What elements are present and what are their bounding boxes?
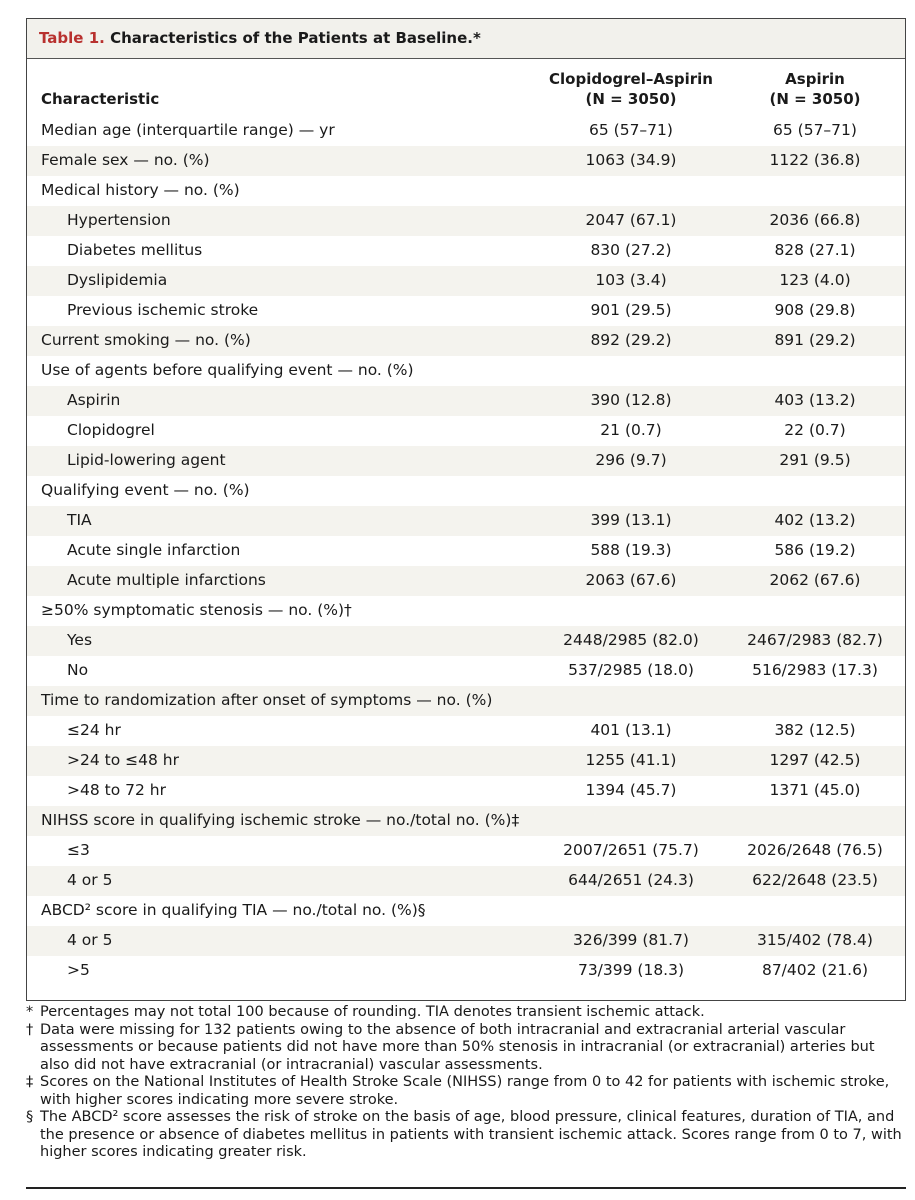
column-header-characteristic: Characteristic [41, 90, 160, 108]
row-label: Use of agents before qualifying event — no. (%) [41, 361, 414, 379]
row-value-aspirin: 382 (12.5) [774, 721, 856, 739]
row-value-clopidogrel-aspirin: 65 (57–71) [589, 121, 673, 139]
row-value-clopidogrel-aspirin: 326/399 (81.7) [573, 931, 689, 949]
table-row [27, 296, 905, 326]
table-row [27, 206, 905, 236]
row-value-aspirin: 87/402 (21.6) [761, 961, 869, 979]
row-value-aspirin: 2026/2648 (76.5) [747, 841, 883, 859]
table-row [27, 236, 905, 266]
row-label: TIA [67, 511, 92, 529]
row-label: Current smoking — no. (%) [41, 331, 251, 349]
table-row [27, 716, 905, 746]
row-value-aspirin: 402 (13.2) [774, 511, 856, 529]
column-header-aspirin-n: (N = 3050) [769, 90, 861, 108]
table-title-text: Characteristics of the Patients at Baseline.* [110, 29, 481, 47]
row-value-aspirin: 622/2648 (23.5) [752, 871, 878, 889]
table-row [27, 956, 905, 986]
row-label: No [67, 661, 89, 679]
row-value-clopidogrel-aspirin: 21 (0.7) [600, 421, 662, 439]
row-value-clopidogrel-aspirin: 390 (12.8) [590, 391, 672, 409]
table-frame [26, 18, 906, 1001]
row-label: Acute multiple infarctions [67, 571, 266, 589]
row-label: ≤3 [67, 841, 90, 859]
footnote [26, 1004, 906, 1022]
footnote-symbol: § [26, 1109, 34, 1125]
table-row [27, 386, 905, 416]
row-label: ABCD² score in qualifying TIA — no./total no. (%)§ [41, 901, 426, 919]
table-footnotes [26, 1004, 906, 1162]
row-label: Dyslipidemia [67, 271, 168, 289]
row-value-clopidogrel-aspirin: 2007/2651 (75.7) [563, 841, 699, 859]
row-value-clopidogrel-aspirin: 901 (29.5) [590, 301, 672, 319]
row-label: Previous ischemic stroke [67, 301, 259, 319]
row-label: Qualifying event — no. (%) [41, 481, 250, 499]
row-value-aspirin: 2467/2983 (82.7) [747, 631, 883, 649]
row-label: Medical history — no. (%) [41, 181, 240, 199]
row-label: >48 to 72 hr [67, 781, 166, 799]
footnote-text: Percentages may not total 100 because of rounding. TIA denotes transient ischemic attack. [40, 1004, 705, 1020]
row-value-aspirin: 1122 (36.8) [769, 151, 861, 169]
row-label: ≤24 hr [67, 721, 121, 739]
table-row-section [27, 896, 905, 926]
row-value-aspirin: 828 (27.1) [774, 241, 856, 259]
row-value-aspirin: 291 (9.5) [779, 451, 851, 469]
table-row-section [27, 356, 905, 386]
row-label: Lipid-lowering agent [67, 451, 226, 469]
row-value-aspirin: 516/2983 (17.3) [752, 661, 878, 679]
row-value-aspirin: 2062 (67.6) [769, 571, 861, 589]
table-row [27, 506, 905, 536]
row-label: Acute single infarction [67, 541, 241, 559]
row-label: 4 or 5 [67, 871, 113, 889]
row-value-clopidogrel-aspirin: 1063 (34.9) [585, 151, 677, 169]
table-row-section [27, 686, 905, 716]
table-row [27, 416, 905, 446]
footnote-symbol: * [26, 1004, 34, 1020]
row-value-aspirin: 586 (19.2) [774, 541, 856, 559]
row-label: Female sex — no. (%) [41, 151, 210, 169]
row-value-clopidogrel-aspirin: 73/399 (18.3) [577, 961, 685, 979]
table-row [27, 626, 905, 656]
table-row [27, 266, 905, 296]
table-row [27, 746, 905, 776]
row-value-aspirin: 65 (57–71) [773, 121, 857, 139]
table-row-section [27, 476, 905, 506]
row-value-aspirin: 1371 (45.0) [769, 781, 861, 799]
table-row [27, 836, 905, 866]
table-label: Table 1. [39, 29, 105, 47]
table-row [27, 656, 905, 686]
row-value-clopidogrel-aspirin: 588 (19.3) [590, 541, 672, 559]
table-row [27, 866, 905, 896]
row-label: Time to randomization after onset of symptoms — no. (%) [41, 691, 493, 709]
row-value-clopidogrel-aspirin: 1255 (41.1) [585, 751, 677, 769]
row-value-clopidogrel-aspirin: 103 (3.4) [595, 271, 667, 289]
row-value-aspirin: 315/402 (78.4) [757, 931, 873, 949]
row-value-aspirin: 123 (4.0) [779, 271, 851, 289]
table-row [27, 116, 905, 146]
table-body [27, 116, 905, 986]
row-label: Yes [67, 631, 93, 649]
row-value-aspirin: 891 (29.2) [774, 331, 856, 349]
row-value-clopidogrel-aspirin: 296 (9.7) [595, 451, 667, 469]
footnote-symbol: ‡ [26, 1074, 34, 1090]
table-row [27, 926, 905, 956]
row-value-clopidogrel-aspirin: 830 (27.2) [590, 241, 672, 259]
row-label: Clopidogrel [67, 421, 155, 439]
row-value-clopidogrel-aspirin: 892 (29.2) [590, 331, 672, 349]
table-title-bar [27, 19, 905, 59]
table-row [27, 536, 905, 566]
row-value-aspirin: 403 (13.2) [774, 391, 856, 409]
row-value-clopidogrel-aspirin: 2063 (67.6) [585, 571, 677, 589]
row-value-aspirin: 908 (29.8) [774, 301, 856, 319]
row-value-aspirin: 2036 (66.8) [769, 211, 861, 229]
row-label: Hypertension [67, 211, 171, 229]
table-title [39, 29, 481, 47]
row-label: Aspirin [67, 391, 121, 409]
row-label: 4 or 5 [67, 931, 113, 949]
column-header-aspirin-name: Aspirin [785, 70, 845, 88]
column-header-aspirin [695, 69, 915, 109]
footnote-symbol: † [26, 1021, 34, 1038]
row-value-aspirin: 22 (0.7) [784, 421, 846, 439]
footnote [26, 1074, 906, 1109]
table-row-section [27, 596, 905, 626]
row-label: >5 [67, 961, 90, 979]
row-value-clopidogrel-aspirin: 644/2651 (24.3) [568, 871, 694, 889]
table-row [27, 326, 905, 356]
footnote-text: Scores on the National Institutes of Health Stroke Scale (NIHSS) range from 0 to 42 for patients with ischemic stroke, with higher scores indicating more severe stroke. [40, 1074, 890, 1108]
row-value-aspirin: 1297 (42.5) [769, 751, 861, 769]
row-value-clopidogrel-aspirin: 2448/2985 (82.0) [563, 631, 699, 649]
table-row [27, 146, 905, 176]
row-label: NIHSS score in qualifying ischemic stroke — no./total no. (%)‡ [41, 811, 520, 829]
row-label: >24 to ≤48 hr [67, 751, 179, 769]
table-row [27, 446, 905, 476]
row-value-clopidogrel-aspirin: 1394 (45.7) [585, 781, 677, 799]
row-label: Diabetes mellitus [67, 241, 203, 259]
footnote-text: The ABCD² score assesses the risk of stroke on the basis of age, blood pressure, clinical features, duration of TIA, and the presence or absence of diabetes mellitus in patients with transient ischemic attack. Scores range from 0 to 7, with higher scores indicating greater risk. [40, 1109, 902, 1160]
row-label: Median age (interquartile range) — yr [41, 121, 335, 139]
row-value-clopidogrel-aspirin: 399 (13.1) [590, 511, 672, 529]
table-row-section [27, 806, 905, 836]
row-label: ≥50% symptomatic stenosis — no. (%)† [41, 601, 352, 619]
footnote-text: Data were missing for 132 patients owing to the absence of both intracranial and extracranial arterial vascular assessments or because patients did not have more than 50% stenosis in intracranial (or extracranial) arteries but also did not have extracranial (or intracranial) vascular assessments. [40, 1021, 875, 1073]
row-value-clopidogrel-aspirin: 537/2985 (18.0) [568, 661, 694, 679]
table-row [27, 566, 905, 596]
bottom-rule [26, 1187, 906, 1189]
footnote [26, 1109, 906, 1162]
table-row [27, 776, 905, 806]
column-header-clopidogrel-aspirin-name: Clopidogrel–Aspirin [549, 70, 713, 88]
footnote [26, 1022, 906, 1075]
table-row-section [27, 176, 905, 206]
row-value-clopidogrel-aspirin: 401 (13.1) [590, 721, 672, 739]
column-header-clopidogrel-aspirin-n: (N = 3050) [585, 90, 677, 108]
row-value-clopidogrel-aspirin: 2047 (67.1) [585, 211, 677, 229]
